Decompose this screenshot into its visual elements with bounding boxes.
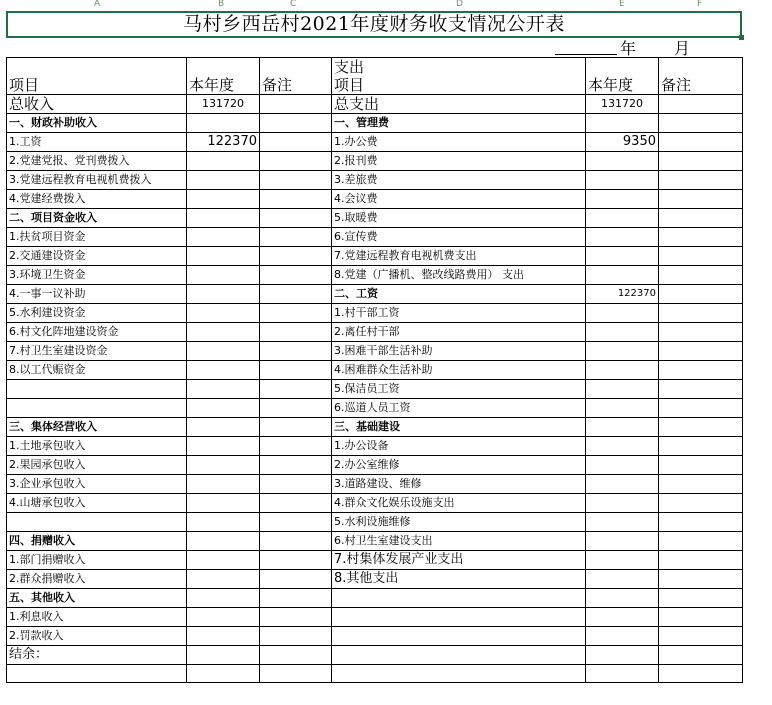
- income-item-cell[interactable]: 总收入: [7, 95, 187, 114]
- table-row: [7, 589, 743, 608]
- table-row: [7, 285, 743, 304]
- table-row: [7, 114, 743, 133]
- income-note-cell[interactable]: [260, 589, 332, 608]
- expense-note-cell[interactable]: [659, 171, 743, 190]
- expense-item-header[interactable]: 项目: [332, 76, 586, 95]
- expense-item-cell[interactable]: [332, 627, 586, 646]
- expense-note-cell[interactable]: [659, 323, 743, 342]
- expense-amount-cell[interactable]: [586, 247, 659, 266]
- expense-item-cell[interactable]: 6.宣传费: [332, 228, 586, 247]
- expense-note-cell[interactable]: [659, 304, 743, 323]
- expense-amount-cell[interactable]: [586, 399, 659, 418]
- income-item-cell[interactable]: [7, 513, 187, 532]
- income-item-cell[interactable]: 1.扶贫项目资金: [7, 228, 187, 247]
- expense-amount-cell[interactable]: [586, 494, 659, 513]
- income-amount-cell[interactable]: [187, 247, 260, 266]
- column-header-b[interactable]: B: [218, 0, 225, 9]
- income-item-cell[interactable]: [7, 380, 187, 399]
- income-note-cell[interactable]: [260, 228, 332, 247]
- month-label: 月: [674, 39, 691, 58]
- table-row: [7, 475, 743, 494]
- income-amount-cell[interactable]: [187, 304, 260, 323]
- expense-amount-cell[interactable]: [586, 437, 659, 456]
- expense-amount-cell[interactable]: [586, 209, 659, 228]
- income-amount-cell[interactable]: [187, 342, 260, 361]
- expense-amount-cell[interactable]: [586, 380, 659, 399]
- expense-amount-cell[interactable]: [586, 608, 659, 627]
- expense-item-cell[interactable]: 三、基础建设: [332, 418, 586, 437]
- income-note-cell[interactable]: [260, 342, 332, 361]
- table-row: [7, 361, 743, 380]
- expense-item-cell[interactable]: 一、管理费: [332, 114, 586, 133]
- expense-note-cell[interactable]: [659, 646, 743, 665]
- income-note-cell[interactable]: [260, 171, 332, 190]
- income-amount-cell[interactable]: [187, 190, 260, 209]
- income-item-cell[interactable]: 7.村卫生室建设资金: [7, 342, 187, 361]
- income-amount-cell[interactable]: [187, 323, 260, 342]
- expense-item-cell[interactable]: [332, 608, 586, 627]
- expense-note-cell[interactable]: [659, 133, 743, 152]
- expense-note-cell[interactable]: [659, 627, 743, 646]
- table-row: [7, 247, 743, 266]
- expense-item-cell[interactable]: 7.党建远程教育电视机费支出: [332, 247, 586, 266]
- expense-item-cell[interactable]: 总支出: [332, 95, 586, 114]
- income-item-header[interactable]: 项目: [7, 76, 187, 95]
- expense-item-cell[interactable]: 5.水利设施维修: [332, 513, 586, 532]
- income-amount-cell[interactable]: 122370: [187, 133, 260, 152]
- expense-item-cell[interactable]: 6.巡道人员工资: [332, 399, 586, 418]
- table-row: [7, 570, 743, 589]
- expense-amount-cell[interactable]: [586, 114, 659, 133]
- column-header-bar: [0, 0, 772, 11]
- income-note-cell[interactable]: [260, 513, 332, 532]
- expense-amount-cell[interactable]: [586, 627, 659, 646]
- expense-amount-cell[interactable]: [586, 570, 659, 589]
- income-item-cell[interactable]: 1.土地承包收入: [7, 437, 187, 456]
- expense-amount-cell[interactable]: [586, 532, 659, 551]
- income-note-cell[interactable]: [260, 399, 332, 418]
- expense-item-cell[interactable]: 3.道路建设、维修: [332, 475, 586, 494]
- income-item-cell[interactable]: 二、项目资金收入: [7, 209, 187, 228]
- expense-amount-cell[interactable]: [586, 361, 659, 380]
- table-row: [7, 342, 743, 361]
- expense-item-cell[interactable]: 3.困难干部生活补助: [332, 342, 586, 361]
- expense-note-cell[interactable]: [659, 570, 743, 589]
- income-amount-cell[interactable]: [187, 475, 260, 494]
- expense-amount-cell[interactable]: [586, 418, 659, 437]
- finance-table: [6, 57, 743, 683]
- column-header-f[interactable]: F: [697, 0, 703, 9]
- table-row: [7, 399, 743, 418]
- table-row: [7, 513, 743, 532]
- table-row: [7, 494, 743, 513]
- expense-item-cell[interactable]: 8.党建（广播机、整改线路费用） 支出: [332, 266, 586, 285]
- income-note-cell[interactable]: [260, 665, 332, 683]
- expense-amount-cell[interactable]: [586, 551, 659, 570]
- income-item-cell[interactable]: 三、集体经营收入: [7, 418, 187, 437]
- income-item-cell[interactable]: 3.党建远程教育电视机费拨入: [7, 171, 187, 190]
- cell[interactable]: [586, 58, 659, 77]
- expense-item-cell[interactable]: [332, 646, 586, 665]
- expense-note-cell[interactable]: [659, 95, 743, 114]
- table-row: [7, 133, 743, 152]
- income-note-cell[interactable]: [260, 361, 332, 380]
- table-row: [7, 380, 743, 399]
- income-amount-cell[interactable]: [187, 114, 260, 133]
- income-note-cell[interactable]: [260, 570, 332, 589]
- expense-note-cell[interactable]: [659, 665, 743, 683]
- expense-note-cell[interactable]: [659, 589, 743, 608]
- income-item-cell[interactable]: 1.利息收入: [7, 608, 187, 627]
- income-amount-cell[interactable]: [187, 456, 260, 475]
- income-amount-cell[interactable]: [187, 228, 260, 247]
- expense-note-cell[interactable]: [659, 475, 743, 494]
- income-amount-cell[interactable]: [187, 152, 260, 171]
- expense-amount-cell[interactable]: [586, 342, 659, 361]
- table-row: [7, 228, 743, 247]
- expense-note-cell[interactable]: [659, 551, 743, 570]
- expense-note-cell[interactable]: [659, 266, 743, 285]
- header-row: [7, 76, 743, 95]
- expense-amount-header[interactable]: 本年度: [586, 76, 659, 95]
- expense-note-cell[interactable]: [659, 456, 743, 475]
- cell[interactable]: [7, 58, 187, 77]
- income-item-cell[interactable]: 8.以工代赈资金: [7, 361, 187, 380]
- income-item-cell[interactable]: 6.村文化阵地建设资金: [7, 323, 187, 342]
- expense-item-cell[interactable]: [332, 665, 586, 683]
- expense-note-cell[interactable]: [659, 247, 743, 266]
- expense-item-cell[interactable]: 7.村集体发展产业支出: [332, 551, 586, 570]
- income-amount-cell[interactable]: [187, 266, 260, 285]
- expense-amount-cell[interactable]: [586, 456, 659, 475]
- expense-note-cell[interactable]: [659, 114, 743, 133]
- expense-note-cell[interactable]: [659, 228, 743, 247]
- column-header-d[interactable]: D: [456, 0, 463, 9]
- table-row: [7, 551, 743, 570]
- income-amount-cell[interactable]: [187, 209, 260, 228]
- table-row: [7, 323, 743, 342]
- income-note-header[interactable]: 备注: [260, 76, 332, 95]
- expense-note-cell[interactable]: [659, 342, 743, 361]
- expense-amount-cell[interactable]: [586, 304, 659, 323]
- income-note-cell[interactable]: [260, 285, 332, 304]
- table-row: [7, 646, 743, 665]
- income-amount-cell[interactable]: [187, 532, 260, 551]
- expense-amount-cell[interactable]: [586, 171, 659, 190]
- header-top-row: [7, 58, 743, 77]
- income-item-cell[interactable]: 2.罚款收入: [7, 627, 187, 646]
- year-blank-line[interactable]: [555, 36, 617, 55]
- expense-amount-cell[interactable]: 9350: [586, 133, 659, 152]
- income-item-cell[interactable]: 结余：: [7, 646, 187, 665]
- expense-note-cell[interactable]: [659, 209, 743, 228]
- income-note-cell[interactable]: [260, 627, 332, 646]
- expense-item-cell[interactable]: 4.群众文化娱乐设施支出: [332, 494, 586, 513]
- expense-note-cell[interactable]: [659, 361, 743, 380]
- income-item-cell[interactable]: 1.部门捐赠收入: [7, 551, 187, 570]
- income-amount-cell[interactable]: [187, 380, 260, 399]
- cell[interactable]: [260, 58, 332, 77]
- expense-amount-cell[interactable]: [586, 190, 659, 209]
- income-item-cell[interactable]: 一、财政补助收入: [7, 114, 187, 133]
- column-header-a[interactable]: A: [94, 0, 101, 9]
- income-amount-cell[interactable]: [187, 418, 260, 437]
- expense-item-cell[interactable]: 6.村卫生室建设支出: [332, 532, 586, 551]
- income-item-cell[interactable]: 4.党建经费拨入: [7, 190, 187, 209]
- income-amount-cell[interactable]: [187, 437, 260, 456]
- income-amount-cell[interactable]: [187, 589, 260, 608]
- income-amount-cell[interactable]: [187, 665, 260, 683]
- income-amount-header[interactable]: 本年度: [187, 76, 260, 95]
- income-item-cell[interactable]: 3.环境卫生资金: [7, 266, 187, 285]
- expense-note-cell[interactable]: [659, 608, 743, 627]
- income-item-cell[interactable]: [7, 399, 187, 418]
- income-note-cell[interactable]: [260, 247, 332, 266]
- income-note-cell[interactable]: [260, 532, 332, 551]
- income-amount-cell[interactable]: [187, 171, 260, 190]
- fill-handle[interactable]: [739, 35, 744, 40]
- table-row: [7, 209, 743, 228]
- expense-note-cell[interactable]: [659, 152, 743, 171]
- income-note-cell[interactable]: [260, 190, 332, 209]
- income-note-cell[interactable]: [260, 608, 332, 627]
- expense-item-cell[interactable]: 8.其他支出: [332, 570, 586, 589]
- table-row: [7, 456, 743, 475]
- expense-note-header[interactable]: 备注: [659, 76, 743, 95]
- income-note-cell[interactable]: [260, 152, 332, 171]
- column-header-e[interactable]: E: [619, 0, 625, 9]
- table-row: [7, 152, 743, 171]
- expense-item-cell[interactable]: 1.办公费: [332, 133, 586, 152]
- income-item-cell[interactable]: 4.山塘承包收入: [7, 494, 187, 513]
- expense-item-cell[interactable]: 2.报刊费: [332, 152, 586, 171]
- expense-note-cell[interactable]: [659, 190, 743, 209]
- report-title[interactable]: 马村乡西岳村2021年度财务收支情况公开表: [183, 13, 565, 35]
- table-row: [7, 266, 743, 285]
- income-item-cell[interactable]: 2.群众捐赠收入: [7, 570, 187, 589]
- expense-amount-cell[interactable]: [586, 475, 659, 494]
- income-item-cell[interactable]: 2.交通建设资金: [7, 247, 187, 266]
- income-note-cell[interactable]: [260, 551, 332, 570]
- table-row: [7, 304, 743, 323]
- expense-amount-cell[interactable]: 122370: [586, 285, 659, 304]
- expense-note-cell[interactable]: [659, 399, 743, 418]
- income-note-cell[interactable]: [260, 95, 332, 114]
- income-note-cell[interactable]: [260, 266, 332, 285]
- cell[interactable]: [187, 58, 260, 77]
- income-item-cell[interactable]: 四、捐赠收入: [7, 532, 187, 551]
- expense-amount-cell[interactable]: [586, 152, 659, 171]
- expense-amount-cell[interactable]: [586, 323, 659, 342]
- expense-amount-cell[interactable]: [586, 266, 659, 285]
- income-item-cell[interactable]: 3.企业承包收入: [7, 475, 187, 494]
- expense-item-cell[interactable]: 5.保洁员工资: [332, 380, 586, 399]
- expense-item-cell[interactable]: 1.村干部工资: [332, 304, 586, 323]
- income-amount-cell[interactable]: 131720: [187, 95, 260, 114]
- expense-header[interactable]: 支出: [332, 58, 586, 77]
- expense-item-cell[interactable]: 二、工资: [332, 285, 586, 304]
- income-amount-cell[interactable]: [187, 627, 260, 646]
- income-item-cell[interactable]: 4.一事一议补助: [7, 285, 187, 304]
- table-row: [7, 627, 743, 646]
- expense-amount-cell[interactable]: [586, 589, 659, 608]
- income-note-cell[interactable]: [260, 494, 332, 513]
- income-note-cell[interactable]: [260, 437, 332, 456]
- expense-note-cell[interactable]: [659, 418, 743, 437]
- table-row: [7, 608, 743, 627]
- income-amount-cell[interactable]: [187, 570, 260, 589]
- expense-note-cell[interactable]: [659, 437, 743, 456]
- cell-selection-border: [6, 11, 742, 38]
- table-row: [7, 418, 743, 437]
- expense-amount-cell[interactable]: [586, 513, 659, 532]
- income-note-cell[interactable]: [260, 304, 332, 323]
- table-row: [7, 532, 743, 551]
- table-row: [7, 171, 743, 190]
- income-note-cell[interactable]: [260, 456, 332, 475]
- income-note-cell[interactable]: [260, 475, 332, 494]
- expense-item-cell[interactable]: 1.办公设备: [332, 437, 586, 456]
- income-amount-cell[interactable]: [187, 399, 260, 418]
- expense-item-cell[interactable]: 4.困难群众生活补助: [332, 361, 586, 380]
- income-note-cell[interactable]: [260, 133, 332, 152]
- expense-note-cell[interactable]: [659, 513, 743, 532]
- income-note-cell[interactable]: [260, 380, 332, 399]
- expense-amount-cell[interactable]: [586, 228, 659, 247]
- year-label: 年: [620, 39, 637, 58]
- table-row: [7, 437, 743, 456]
- income-amount-cell[interactable]: [187, 361, 260, 380]
- expense-item-cell[interactable]: 3.差旅费: [332, 171, 586, 190]
- income-item-cell[interactable]: 5.水利建设资金: [7, 304, 187, 323]
- income-amount-cell[interactable]: [187, 285, 260, 304]
- income-amount-cell[interactable]: [187, 608, 260, 627]
- income-item-cell[interactable]: 2.党建党报、党刊费拨入: [7, 152, 187, 171]
- expense-note-cell[interactable]: [659, 285, 743, 304]
- table-row: [7, 95, 743, 114]
- income-item-cell[interactable]: 五、其他收入: [7, 589, 187, 608]
- income-amount-cell[interactable]: [187, 646, 260, 665]
- table-row: [7, 665, 743, 683]
- income-note-cell[interactable]: [260, 209, 332, 228]
- income-item-cell[interactable]: [7, 665, 187, 683]
- income-amount-cell[interactable]: [187, 494, 260, 513]
- expense-item-cell[interactable]: 2.办公室维修: [332, 456, 586, 475]
- income-item-cell[interactable]: 1.工资: [7, 133, 187, 152]
- income-amount-cell[interactable]: [187, 513, 260, 532]
- table-row: [7, 190, 743, 209]
- expense-item-cell[interactable]: [332, 589, 586, 608]
- income-amount-cell[interactable]: [187, 551, 260, 570]
- expense-note-cell[interactable]: [659, 532, 743, 551]
- income-item-cell[interactable]: 2.果园承包收入: [7, 456, 187, 475]
- expense-note-cell[interactable]: [659, 380, 743, 399]
- income-note-cell[interactable]: [260, 646, 332, 665]
- income-note-cell[interactable]: [260, 114, 332, 133]
- column-header-c[interactable]: C: [290, 0, 297, 9]
- expense-item-cell[interactable]: 5.取暖费: [332, 209, 586, 228]
- expense-item-cell[interactable]: 2.离任村干部: [332, 323, 586, 342]
- expense-amount-cell[interactable]: [586, 646, 659, 665]
- expense-amount-cell[interactable]: 131720: [586, 95, 659, 114]
- income-note-cell[interactable]: [260, 323, 332, 342]
- cell[interactable]: [659, 58, 743, 77]
- expense-note-cell[interactable]: [659, 494, 743, 513]
- expense-amount-cell[interactable]: [586, 665, 659, 683]
- expense-item-cell[interactable]: 4.会议费: [332, 190, 586, 209]
- income-note-cell[interactable]: [260, 418, 332, 437]
